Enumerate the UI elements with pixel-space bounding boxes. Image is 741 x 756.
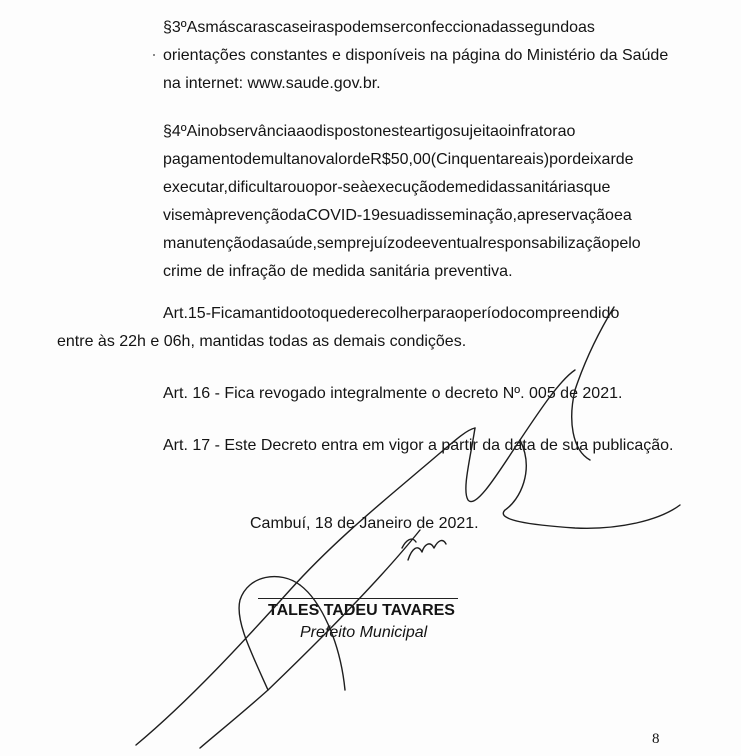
- word: a: [516, 207, 526, 224]
- word: à: [359, 179, 369, 196]
- word: caseiras: [274, 19, 335, 36]
- article-17: Art. 17 - Este Decreto entra em vigor a partir da data de sua publicação.: [163, 437, 674, 454]
- word: sanitárias: [515, 179, 584, 196]
- word: para: [422, 305, 455, 322]
- word: R$: [370, 151, 391, 168]
- word: disseminação,: [414, 207, 517, 224]
- word: que: [583, 179, 611, 196]
- word: 3º: [171, 19, 187, 36]
- word: ser: [383, 19, 406, 36]
- word: (Cinquenta: [430, 151, 510, 168]
- word: As: [186, 19, 206, 36]
- word: preservação: [525, 207, 614, 224]
- word: ou: [287, 179, 306, 196]
- article-16: Art. 16 - Fica revogado integralmente o decreto Nº. 005 de 2021.: [163, 385, 623, 402]
- word: COVID-19: [306, 207, 380, 224]
- word: 15: [187, 305, 206, 322]
- word: o: [454, 305, 464, 322]
- word: sua: [388, 207, 415, 224]
- word: de: [436, 179, 455, 196]
- word: recolher: [364, 305, 423, 322]
- article-15-cont: entre às 22h e 06h, mantidas todas as demais condições.: [57, 333, 467, 350]
- paragraph-section-3-cont: [163, 42, 669, 98]
- word: neste: [373, 123, 413, 140]
- paragraph-section-4: [163, 118, 661, 286]
- word: à: [204, 207, 214, 224]
- word: compreendido: [517, 305, 620, 322]
- word: disposto: [313, 123, 374, 140]
- paragraph-section-3: [163, 14, 661, 42]
- word: prejuízo: [347, 235, 405, 252]
- word: o: [298, 305, 308, 322]
- word: podem: [334, 19, 384, 36]
- text-line: [163, 230, 661, 258]
- word: dificultar: [227, 179, 288, 196]
- word: de: [615, 151, 634, 168]
- word: inobservância: [197, 123, 297, 140]
- word: da: [288, 207, 307, 224]
- text-line: [163, 118, 661, 146]
- page-number: 8: [652, 731, 660, 747]
- word: A: [186, 123, 198, 140]
- word: execução: [368, 179, 437, 196]
- word: medidas: [454, 179, 516, 196]
- word: e: [613, 207, 623, 224]
- text-line: crime de infração de medida sanitária preventiva.: [163, 263, 513, 280]
- word: responsabilização: [482, 235, 611, 252]
- signatory-role: Prefeito Municipal: [300, 624, 428, 641]
- word: visem: [163, 207, 205, 224]
- word: 4º: [171, 123, 187, 140]
- word: de: [352, 151, 371, 168]
- word: o: [498, 123, 508, 140]
- word: confeccionadas: [405, 19, 517, 36]
- word: de: [243, 151, 261, 168]
- word: por: [549, 151, 573, 168]
- text-line: orientações constantes e disponíveis na página do Ministério da Saúde: [163, 47, 669, 64]
- word: manutenção: [163, 235, 252, 252]
- word: -: [205, 305, 212, 322]
- text-line: [163, 174, 661, 202]
- signatory-name: TALES TADEU TAVARES: [268, 602, 455, 619]
- place-date: Cambuí, 18 de Janeiro de 2021.: [250, 515, 479, 532]
- word: artigo: [412, 123, 453, 140]
- word: eventual: [421, 235, 483, 252]
- word: multa: [260, 151, 300, 168]
- text-line: [163, 300, 661, 328]
- word: no: [299, 151, 318, 168]
- word: toque: [307, 305, 348, 322]
- word: prevenção: [213, 207, 289, 224]
- word: da: [251, 235, 269, 252]
- word: infrator: [507, 123, 558, 140]
- word: de: [347, 305, 365, 322]
- word: deixar: [572, 151, 616, 168]
- word: pagamento: [163, 151, 244, 168]
- word: 50,00: [390, 151, 431, 168]
- word: executar,: [163, 179, 228, 196]
- text-line: na internet: www.saude.gov.br.: [163, 75, 381, 92]
- word: máscaras: [205, 19, 275, 36]
- word: opor-se: [305, 179, 360, 196]
- text-line: [163, 14, 661, 42]
- article-15: [163, 300, 661, 328]
- word: reais): [509, 151, 550, 168]
- footer-text: [220, 742, 223, 756]
- word: período: [463, 305, 518, 322]
- text-line: [163, 202, 661, 230]
- word: Art.: [163, 305, 188, 322]
- word: pelo: [610, 235, 641, 252]
- word: sujeita: [452, 123, 499, 140]
- word: e: [380, 207, 389, 224]
- word: a: [622, 207, 632, 224]
- word: §: [163, 19, 172, 36]
- word: as: [578, 19, 595, 36]
- word: valor: [317, 151, 353, 168]
- word: sem: [316, 235, 348, 252]
- word: ao: [296, 123, 314, 140]
- word: ao: [557, 123, 576, 140]
- word: mantido: [241, 305, 299, 322]
- word: §: [163, 123, 172, 140]
- word: de: [404, 235, 422, 252]
- word: Fica: [211, 305, 242, 322]
- word: segundo: [516, 19, 578, 36]
- scan-speck: [153, 54, 155, 56]
- word: saúde,: [268, 235, 317, 252]
- text-line: [163, 146, 661, 174]
